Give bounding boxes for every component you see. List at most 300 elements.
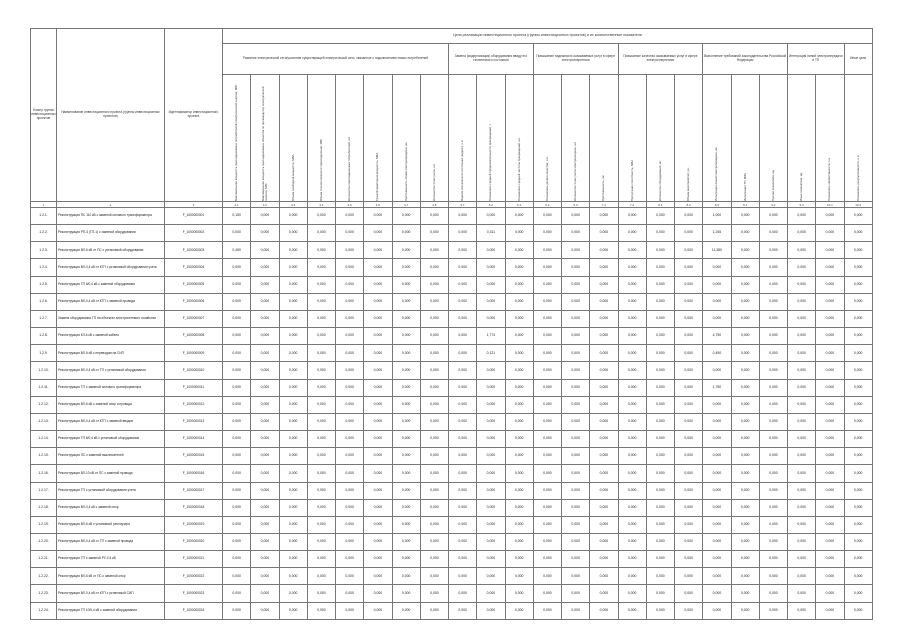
row-value: 0,000 bbox=[731, 533, 759, 550]
row-value: 0,000 bbox=[392, 328, 420, 345]
column-number: 4.6 bbox=[364, 202, 392, 208]
row-value: 0,000 bbox=[844, 396, 872, 413]
header-indicator-column bbox=[675, 75, 703, 202]
row-value: 0,000 bbox=[562, 448, 590, 465]
row-value: 0,000 bbox=[562, 585, 590, 602]
row-value: 0,000 bbox=[759, 431, 787, 448]
row-value: 0,000 bbox=[223, 259, 251, 276]
row-value: 0,000 bbox=[307, 328, 335, 345]
row-value: 0,000 bbox=[364, 516, 392, 533]
row-project-id: F_1000000019 bbox=[165, 516, 223, 533]
row-value: 0,000 bbox=[364, 362, 392, 379]
row-value: 0,000 bbox=[505, 465, 533, 482]
row-value: 0,000 bbox=[788, 568, 816, 585]
row-value: 0,000 bbox=[759, 585, 787, 602]
row-number: 1.2.19. bbox=[31, 516, 57, 533]
row-value: 0,000 bbox=[675, 602, 703, 619]
table-row bbox=[31, 516, 873, 533]
row-value: 0,000 bbox=[364, 431, 392, 448]
row-value: 0,000 bbox=[336, 448, 364, 465]
row-value: 0,000 bbox=[788, 413, 816, 430]
row-value: 0,000 bbox=[562, 259, 590, 276]
row-value: 0,000 bbox=[279, 431, 307, 448]
row-value: 0,000 bbox=[731, 293, 759, 310]
row-value: 0,000 bbox=[392, 225, 420, 242]
row-value: 0,000 bbox=[420, 225, 448, 242]
header-indicator-label: Количество точек учета электроэнергии, шт. bbox=[573, 141, 578, 201]
row-value: 0,000 bbox=[844, 208, 872, 225]
header-indicator-column bbox=[223, 75, 251, 202]
row-project-id: F_1000000021 bbox=[165, 551, 223, 568]
row-value: 0,000 bbox=[731, 551, 759, 568]
row-value: 0,000 bbox=[223, 585, 251, 602]
row-value: 0,000 bbox=[675, 225, 703, 242]
row-value: 0,000 bbox=[533, 242, 561, 259]
row-value: 0,000 bbox=[307, 293, 335, 310]
row-value: 0,000 bbox=[279, 208, 307, 225]
row-value: 0,000 bbox=[251, 551, 279, 568]
header-indicator-column bbox=[251, 75, 279, 202]
column-number: 4.3 bbox=[279, 202, 307, 208]
row-value: 0,000 bbox=[223, 413, 251, 430]
row-value: 0,000 bbox=[251, 516, 279, 533]
row-value: 0,000 bbox=[392, 465, 420, 482]
table-row bbox=[31, 413, 873, 430]
row-value: 0,000 bbox=[223, 533, 251, 550]
header-indicator-column bbox=[646, 75, 674, 202]
row-value: 0,000 bbox=[279, 379, 307, 396]
row-value: 0,000 bbox=[618, 242, 646, 259]
row-project-id: F_1000000001 bbox=[165, 208, 223, 225]
row-value: 0,000 bbox=[307, 516, 335, 533]
row-value: 0,000 bbox=[392, 259, 420, 276]
row-value: 0,000 bbox=[336, 242, 364, 259]
row-value: 0,000 bbox=[618, 328, 646, 345]
row-value: 0,000 bbox=[477, 379, 505, 396]
row-value: 0,000 bbox=[477, 465, 505, 482]
row-value: 0,000 bbox=[675, 465, 703, 482]
row-value: 0,121 bbox=[477, 345, 505, 362]
row-value: 0,000 bbox=[703, 602, 731, 619]
row-project-id: F_1000000023 bbox=[165, 585, 223, 602]
row-value: 0,000 bbox=[788, 208, 816, 225]
row-value: 0,000 bbox=[590, 276, 618, 293]
row-value: 0,000 bbox=[223, 328, 251, 345]
row-value: 0,000 bbox=[420, 293, 448, 310]
row-value: 0,000 bbox=[336, 516, 364, 533]
row-value: 0,000 bbox=[307, 276, 335, 293]
row-value: 0,000 bbox=[449, 431, 477, 448]
row-value: 0,000 bbox=[788, 516, 816, 533]
header-indicator-label: Пропускная способность, МВА bbox=[629, 159, 634, 201]
row-value: 0,000 bbox=[505, 293, 533, 310]
row-value: 0,000 bbox=[562, 551, 590, 568]
row-value: 0,000 bbox=[449, 482, 477, 499]
header-indicator-label: Объем технологического присоединения, МВт bbox=[318, 138, 323, 201]
header-project-name: Наименование инвестиционного проекта (группы инвестиционных проектов) bbox=[57, 29, 165, 202]
row-value: 0,000 bbox=[844, 568, 872, 585]
row-value: 0,000 bbox=[533, 396, 561, 413]
row-project-name: Реконструкция ВЛ-0,4 кВ от КТП с установкой оборудования учета bbox=[57, 259, 165, 276]
row-value: 0,000 bbox=[307, 396, 335, 413]
row-value: 0,000 bbox=[533, 225, 561, 242]
row-value: 0,000 bbox=[420, 482, 448, 499]
row-value: 0,000 bbox=[223, 448, 251, 465]
row-value: 0,000 bbox=[279, 568, 307, 585]
row-value: 0,000 bbox=[816, 413, 844, 430]
row-value: 0,000 bbox=[759, 499, 787, 516]
column-number: 8.1 bbox=[646, 202, 674, 208]
row-value: 0,311 bbox=[477, 225, 505, 242]
header-indicator-label: Показатель эффективности, о.е. bbox=[827, 157, 832, 201]
row-value: 0,000 bbox=[279, 499, 307, 516]
row-value: 0,000 bbox=[533, 362, 561, 379]
row-value: 0,000 bbox=[675, 499, 703, 516]
row-value: 1,245 bbox=[703, 225, 731, 242]
row-value: 0,000 bbox=[646, 413, 674, 430]
row-project-id: F_1000000008 bbox=[165, 328, 223, 345]
row-value: 0,000 bbox=[703, 362, 731, 379]
row-value: 0,000 bbox=[477, 413, 505, 430]
header-indicator-label: Прочие показатели, ед. bbox=[770, 169, 775, 201]
row-value: 0,000 bbox=[307, 448, 335, 465]
row-value: 0,000 bbox=[759, 516, 787, 533]
row-value: 0,000 bbox=[449, 585, 477, 602]
row-number: 1.2.9. bbox=[31, 345, 57, 362]
row-value: 0,000 bbox=[646, 482, 674, 499]
row-value: 0,000 bbox=[533, 465, 561, 482]
row-value: 0,000 bbox=[505, 431, 533, 448]
row-value: 0,000 bbox=[505, 242, 533, 259]
row-value: 0,000 bbox=[675, 448, 703, 465]
row-project-name: Реконструкция ВЛ-6 кВ с установкой реклоузера bbox=[57, 516, 165, 533]
row-value: 0,000 bbox=[844, 448, 872, 465]
header-goal-group: Повышение надежности оказываемых услуг в сфере электроэнергетики bbox=[533, 44, 618, 75]
row-project-name: Реконструкция ТП 6/0,4 кВ с установкой оборудования bbox=[57, 431, 165, 448]
row-value: 0,000 bbox=[788, 345, 816, 362]
row-value: 0,000 bbox=[703, 259, 731, 276]
row-value: 0,000 bbox=[364, 276, 392, 293]
header-indicator-column bbox=[279, 75, 307, 202]
row-value: 0,000 bbox=[223, 362, 251, 379]
header-goal-group: Развитие электрической сети/усиление существующей электрической сети, связанное с подключением новых потребителей bbox=[223, 44, 449, 75]
row-value: 0,000 bbox=[420, 465, 448, 482]
row-value: 0,000 bbox=[816, 585, 844, 602]
row-value: 0,000 bbox=[618, 585, 646, 602]
header-indicator-label: Объем мероприятий, у.е. bbox=[686, 167, 691, 201]
row-number: 1.2.1. bbox=[31, 208, 57, 225]
row-value: 0,000 bbox=[788, 551, 816, 568]
row-value: 0,000 bbox=[675, 242, 703, 259]
row-value: 0,000 bbox=[816, 293, 844, 310]
row-value: 0,000 bbox=[788, 310, 816, 327]
table-row bbox=[31, 345, 873, 362]
row-value: 0,000 bbox=[844, 602, 872, 619]
row-value: 0,000 bbox=[307, 310, 335, 327]
header-indicator-label: Оценка технического состояния (индекс), о.е. bbox=[460, 139, 465, 201]
row-value: 0,000 bbox=[618, 225, 646, 242]
row-value: 0,000 bbox=[364, 310, 392, 327]
row-value: 0,000 bbox=[364, 533, 392, 550]
row-value: 0,000 bbox=[279, 293, 307, 310]
row-value: 0,000 bbox=[788, 379, 816, 396]
row-value: 0,000 bbox=[703, 310, 731, 327]
row-value: 0,000 bbox=[731, 602, 759, 619]
row-value: 0,000 bbox=[477, 242, 505, 259]
row-value: 0,000 bbox=[646, 328, 674, 345]
row-value: 0,000 bbox=[420, 310, 448, 327]
row-value: 0,000 bbox=[816, 482, 844, 499]
row-value: 0,000 bbox=[759, 242, 787, 259]
column-number: 9.3 bbox=[788, 202, 816, 208]
row-number: 1.2.18. bbox=[31, 499, 57, 516]
row-value: 0,000 bbox=[505, 208, 533, 225]
header-indicator-column bbox=[703, 75, 731, 202]
row-value: 0,000 bbox=[562, 379, 590, 396]
row-value: 0,000 bbox=[533, 585, 561, 602]
row-value: 0,000 bbox=[392, 551, 420, 568]
row-value: 0,000 bbox=[449, 516, 477, 533]
row-value: 0,000 bbox=[279, 242, 307, 259]
row-value: 0,000 bbox=[223, 225, 251, 242]
row-value: 0,000 bbox=[703, 551, 731, 568]
header-goal-group: Иные цели bbox=[844, 44, 872, 75]
row-value: 0,000 bbox=[562, 413, 590, 430]
row-value: 0,000 bbox=[307, 345, 335, 362]
row-value: 0,000 bbox=[420, 568, 448, 585]
row-value: 0,000 bbox=[562, 396, 590, 413]
row-value: 0,000 bbox=[336, 225, 364, 242]
row-value: 0,000 bbox=[449, 310, 477, 327]
row-value: 0,000 bbox=[562, 276, 590, 293]
header-indicator-label: Протяженность линий электропередачи, км bbox=[403, 142, 408, 201]
row-value: 0,000 bbox=[364, 208, 392, 225]
row-value: 0,000 bbox=[618, 413, 646, 430]
row-value: 0,000 bbox=[675, 328, 703, 345]
row-value: 0,000 bbox=[392, 533, 420, 550]
row-value: 0,000 bbox=[703, 396, 731, 413]
row-value: 0,150 bbox=[223, 208, 251, 225]
row-value: 0,000 bbox=[279, 602, 307, 619]
column-number: 2 bbox=[57, 202, 165, 208]
header-indicator-column bbox=[590, 75, 618, 202]
row-number: 1.2.14. bbox=[31, 431, 57, 448]
column-number: 4.2 bbox=[251, 202, 279, 208]
row-value: 0,000 bbox=[533, 208, 561, 225]
row-value: 0,000 bbox=[336, 585, 364, 602]
row-value: 0,000 bbox=[505, 259, 533, 276]
row-project-id: F_1000000006 bbox=[165, 293, 223, 310]
row-value: 0,000 bbox=[251, 225, 279, 242]
row-value: 0,000 bbox=[364, 448, 392, 465]
row-value: 0,000 bbox=[279, 482, 307, 499]
row-value: 0,000 bbox=[731, 482, 759, 499]
row-value: 0,000 bbox=[420, 602, 448, 619]
row-value: 0,000 bbox=[279, 276, 307, 293]
row-value: 0,000 bbox=[788, 293, 816, 310]
row-value: 0,000 bbox=[533, 448, 561, 465]
row-value: 0,000 bbox=[844, 379, 872, 396]
row-value: 0,000 bbox=[816, 362, 844, 379]
table-row bbox=[31, 396, 873, 413]
row-value: 0,000 bbox=[449, 242, 477, 259]
row-value: 0,000 bbox=[590, 242, 618, 259]
row-value: 0,000 bbox=[759, 533, 787, 550]
row-value: 0,000 bbox=[675, 259, 703, 276]
row-value: 0,000 bbox=[533, 533, 561, 550]
row-value: 0,000 bbox=[449, 293, 477, 310]
row-value: 0,000 bbox=[646, 499, 674, 516]
column-number: 10.1 bbox=[816, 202, 844, 208]
header-indicator-column bbox=[562, 75, 590, 202]
row-value: 0,000 bbox=[562, 482, 590, 499]
row-value: 0,000 bbox=[392, 568, 420, 585]
row-value: 0,000 bbox=[336, 259, 364, 276]
row-value: 0,000 bbox=[449, 568, 477, 585]
header-indicator-column bbox=[307, 75, 335, 202]
row-project-name: Реконструкция ТП 6/0,4 кВ с заменой оборудования bbox=[57, 276, 165, 293]
row-value: 0,000 bbox=[844, 413, 872, 430]
header-indicator-column bbox=[533, 75, 561, 202]
row-value: 0,000 bbox=[675, 345, 703, 362]
row-value: 0,000 bbox=[816, 533, 844, 550]
row-value: 0,000 bbox=[618, 602, 646, 619]
row-value: 0,000 bbox=[590, 225, 618, 242]
row-value: 0,000 bbox=[449, 413, 477, 430]
row-value: 0,000 bbox=[251, 585, 279, 602]
row-value: 0,000 bbox=[788, 482, 816, 499]
row-value: 0,000 bbox=[618, 276, 646, 293]
row-value: 0,000 bbox=[223, 516, 251, 533]
row-project-name: Реконструкция ВЛ-6 кВ от ПС с заменой опор bbox=[57, 568, 165, 585]
header-indicator-column bbox=[477, 75, 505, 202]
row-value: 0,000 bbox=[251, 465, 279, 482]
row-value: 0,000 bbox=[420, 345, 448, 362]
header-indicator-column bbox=[731, 75, 759, 202]
header-project-id: Идентификатор инвестиционного проекта bbox=[165, 29, 223, 202]
table-row bbox=[31, 310, 873, 327]
header-indicator-label: Максимальная мощность присоединяемых объектов по производству электрической энергии, МВт bbox=[260, 86, 268, 201]
row-value: 0,000 bbox=[844, 431, 872, 448]
row-value: 0,000 bbox=[364, 465, 392, 482]
table-row bbox=[31, 585, 873, 602]
row-value: 0,000 bbox=[251, 379, 279, 396]
row-value: 0,000 bbox=[788, 396, 816, 413]
row-value: 0,000 bbox=[731, 413, 759, 430]
row-value: 0,000 bbox=[590, 448, 618, 465]
row-value: 0,000 bbox=[618, 551, 646, 568]
table-row bbox=[31, 208, 873, 225]
row-number: 1.2.11. bbox=[31, 379, 57, 396]
row-value: 0,000 bbox=[336, 310, 364, 327]
row-value: 0,000 bbox=[449, 345, 477, 362]
row-value: 0,000 bbox=[844, 499, 872, 516]
row-value: 0,000 bbox=[759, 276, 787, 293]
row-value: 0,000 bbox=[420, 328, 448, 345]
row-value: 0,000 bbox=[646, 585, 674, 602]
header-indicator-column bbox=[788, 75, 816, 202]
document-sheet bbox=[30, 28, 872, 620]
row-value: 0,000 bbox=[590, 602, 618, 619]
row-value: 0,000 bbox=[505, 362, 533, 379]
row-value: 0,000 bbox=[731, 396, 759, 413]
table-header bbox=[31, 29, 873, 208]
row-value: 0,000 bbox=[336, 533, 364, 550]
row-project-id: F_1000000003 bbox=[165, 242, 223, 259]
row-value: 0,000 bbox=[562, 328, 590, 345]
row-value: 0,000 bbox=[307, 465, 335, 482]
row-value: 0,000 bbox=[505, 379, 533, 396]
row-value: 0,000 bbox=[590, 345, 618, 362]
header-goal-group: Повышение качества оказываемых услуг в сфере электроэнергетики bbox=[618, 44, 703, 75]
header-indicator-column bbox=[420, 75, 448, 202]
row-value: 0,000 bbox=[562, 533, 590, 550]
row-value: 0,000 bbox=[731, 585, 759, 602]
row-value: 0,000 bbox=[420, 413, 448, 430]
row-value: 0,000 bbox=[759, 225, 787, 242]
row-value: 0,000 bbox=[590, 482, 618, 499]
row-value: 0,000 bbox=[731, 465, 759, 482]
row-value: 0,000 bbox=[251, 431, 279, 448]
row-value: 0,000 bbox=[788, 533, 816, 550]
row-value: 0,000 bbox=[533, 551, 561, 568]
row-value: 0,000 bbox=[816, 602, 844, 619]
row-value: 0,000 bbox=[392, 310, 420, 327]
row-value: 0,000 bbox=[816, 242, 844, 259]
table-row bbox=[31, 533, 873, 550]
row-project-name: Реконструкция КЛ-6 кВ с заменой кабеля bbox=[57, 328, 165, 345]
row-value: 0,000 bbox=[420, 533, 448, 550]
row-value: 0,000 bbox=[590, 362, 618, 379]
row-value: 0,000 bbox=[590, 293, 618, 310]
row-project-name: Реконструкция ВЛ-0,4 кВ от ТП с установкой оборудования bbox=[57, 362, 165, 379]
row-value: 0,000 bbox=[477, 448, 505, 465]
row-value: 0,000 bbox=[533, 328, 561, 345]
row-value: 0,000 bbox=[392, 431, 420, 448]
row-value: 0,000 bbox=[646, 396, 674, 413]
column-number: 6.3 bbox=[562, 202, 590, 208]
row-value: 0,000 bbox=[505, 499, 533, 516]
row-value: 0,000 bbox=[477, 362, 505, 379]
row-value: 0,000 bbox=[590, 208, 618, 225]
row-value: 0,000 bbox=[223, 310, 251, 327]
row-value: 0,000 bbox=[844, 533, 872, 550]
row-value: 0,000 bbox=[703, 465, 731, 482]
table-row bbox=[31, 448, 873, 465]
row-value: 0,000 bbox=[618, 431, 646, 448]
header-indicator-label: Показатель средней частоты прекращений, шт. bbox=[516, 137, 521, 201]
row-value: 0,000 bbox=[533, 516, 561, 533]
row-value: 0,000 bbox=[816, 259, 844, 276]
row-value: 0,000 bbox=[449, 225, 477, 242]
row-value: 0,000 bbox=[364, 585, 392, 602]
row-value: 0,000 bbox=[392, 482, 420, 499]
row-value: 0,000 bbox=[646, 225, 674, 242]
row-value: 0,000 bbox=[505, 585, 533, 602]
row-value: 0,000 bbox=[307, 568, 335, 585]
row-value: 0,000 bbox=[307, 225, 335, 242]
table-row bbox=[31, 379, 873, 396]
row-value: 0,000 bbox=[844, 259, 872, 276]
row-value: 0,000 bbox=[562, 431, 590, 448]
row-value: 0,000 bbox=[759, 448, 787, 465]
row-value: 0,000 bbox=[646, 379, 674, 396]
row-value: 0,000 bbox=[307, 259, 335, 276]
column-number: 5.2 bbox=[477, 202, 505, 208]
row-project-name: Реконструкция ВЛ-0,4 кВ от КТП с заменой вводов bbox=[57, 413, 165, 430]
row-project-id: F_1000000014 bbox=[165, 431, 223, 448]
row-value: 0,000 bbox=[533, 259, 561, 276]
